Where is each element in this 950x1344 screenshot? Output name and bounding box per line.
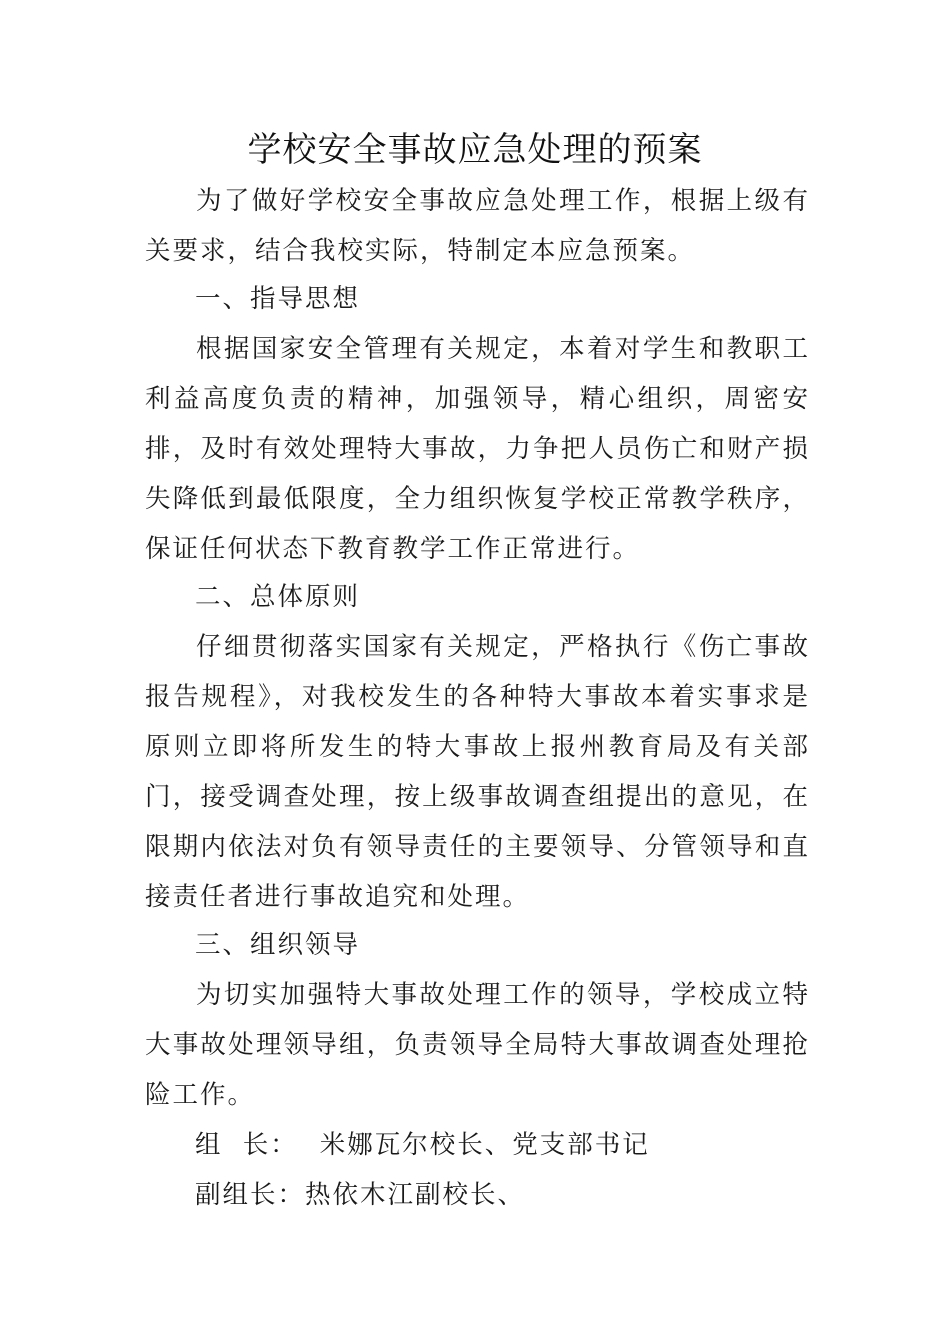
intro-paragraph: 为了做好学校安全事故应急处理工作，根据上级有关要求，结合我校实际，特制定本应急预案。: [145, 186, 810, 266]
section-heading-general-principles: 二、总体原则: [195, 582, 361, 612]
member-role-deputy-leader: 副组长：: [195, 1180, 306, 1210]
section-body-organization: 为切实加强特大事故处理工作的领导，学校成立特大事故处理领导组，负责领导全局特大事故调查处理抢险工作。: [145, 980, 810, 1110]
member-name-deputy-leader: 热依木江副校长、: [305, 1180, 526, 1210]
member-leader: [195, 1120, 650, 1170]
section-body-general-principles: 仔细贯彻落实国家有关规定，严格执行《伤亡事故报告规程》，对我校发生的各种特大事故本着实事求是原则立即将所发生的特大事故上报州教育局及有关部门，接受调查处理，按上级事故调查组提出的意见，在限期内依法对负有领导责任的主要领导、分管领导和直接责任者进行事故追究和处理。: [145, 632, 810, 912]
member-deputy-leader: [195, 1170, 525, 1220]
section-heading-guiding-thought: 一、指导思想: [195, 284, 361, 314]
section-heading-organization: 三、组织领导: [195, 930, 361, 960]
document-title: 学校安全事故应急处理的预案: [247, 130, 703, 170]
member-name-leader: 米娜瓦尔校长、党支部书记: [319, 1130, 650, 1160]
member-role-leader: 组 长：: [195, 1130, 298, 1160]
section-body-guiding-thought: 根据国家安全管理有关规定，本着对学生和教职工利益高度负责的精神，加强领导，精心组织，周密安排，及时有效处理特大事故，力争把人员伤亡和财产损失降低到最低限度，全力组织恢复学校正常教学秩序，保证任何状态下教育教学工作正常进行。: [145, 334, 810, 564]
